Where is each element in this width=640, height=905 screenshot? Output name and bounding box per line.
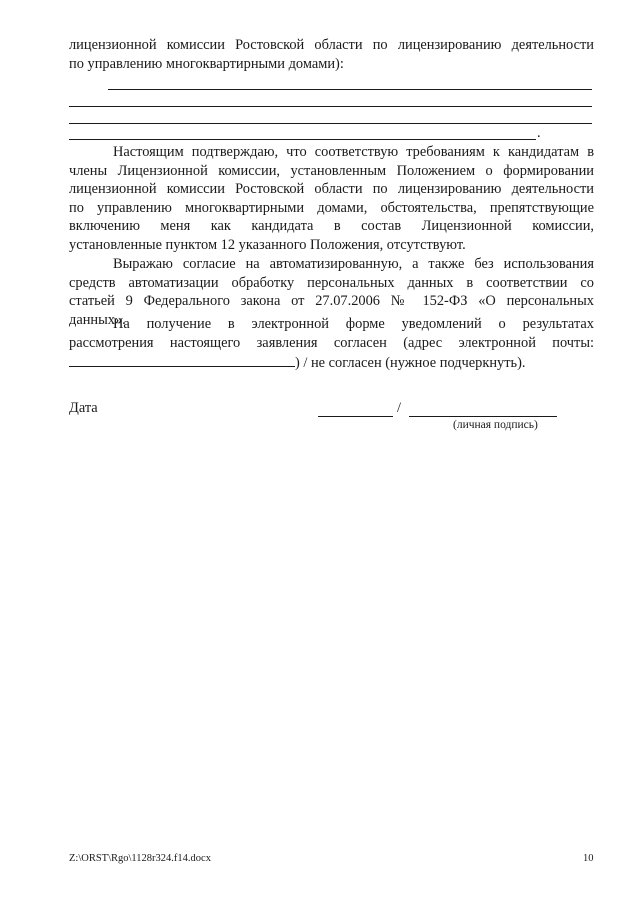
text-line: по управлению многоквартирными домами): bbox=[69, 55, 344, 72]
notify-tail: ) / не согласен (нужное подчеркнуть). bbox=[295, 355, 526, 372]
text-line: включению меня как кандидата в состав Лицензионной комиссии, bbox=[69, 218, 594, 235]
text-line: установленные пунктом 12 указанного Положения, отсутствуют. bbox=[69, 236, 466, 253]
text-line: члены Лицензионной комиссии, установленным Положением о формировании bbox=[69, 162, 594, 179]
page-number: 10 bbox=[583, 853, 594, 864]
date-label: Дата bbox=[69, 400, 98, 416]
email-blank bbox=[69, 352, 295, 367]
text-line: На получение в электронной форме уведомлений о результатах bbox=[113, 316, 594, 332]
intro-paragraph bbox=[69, 36, 594, 73]
signature-blank bbox=[318, 416, 393, 417]
text-line: лицензионной комиссии Ростовской области по лицензированию деятельности bbox=[69, 37, 594, 53]
text-line: Настоящим подтверждаю, что соответствую требованиям к кандидатам в bbox=[113, 144, 594, 160]
text-line bbox=[69, 352, 594, 373]
text-line: Выражаю согласие на автоматизированную, а также без использования bbox=[113, 256, 594, 272]
text-line: по управлению многоквартирными домами, обстоятельства, препятствующие bbox=[69, 199, 594, 216]
blank-line bbox=[69, 123, 592, 124]
confirmation-paragraph bbox=[69, 143, 594, 255]
signature-slash: / bbox=[397, 400, 401, 416]
text-line: статьей 9 Федерального закона от 27.07.2006 № 152-ФЗ «О персональных bbox=[69, 293, 594, 310]
file-path: Z:\ORST\Rgo\1128r324.f14.docx bbox=[69, 853, 211, 864]
name-blank bbox=[409, 416, 557, 417]
text-line: рассмотрения настоящего заявления согласен (адрес электронной почты: bbox=[69, 334, 594, 351]
blank-line bbox=[69, 106, 592, 107]
text-line: средств автоматизации обработку персональных данных в соответствии со bbox=[69, 274, 594, 291]
text-line: лицензионной комиссии Ростовской области по лицензированию деятельности bbox=[69, 181, 594, 198]
signature-caption: (личная подпись) bbox=[453, 419, 538, 431]
text-line: данных». bbox=[69, 311, 126, 328]
blank-line bbox=[69, 139, 536, 140]
blank-line bbox=[108, 89, 592, 90]
notification-paragraph bbox=[69, 315, 594, 373]
blank-end-period: . bbox=[537, 125, 541, 141]
